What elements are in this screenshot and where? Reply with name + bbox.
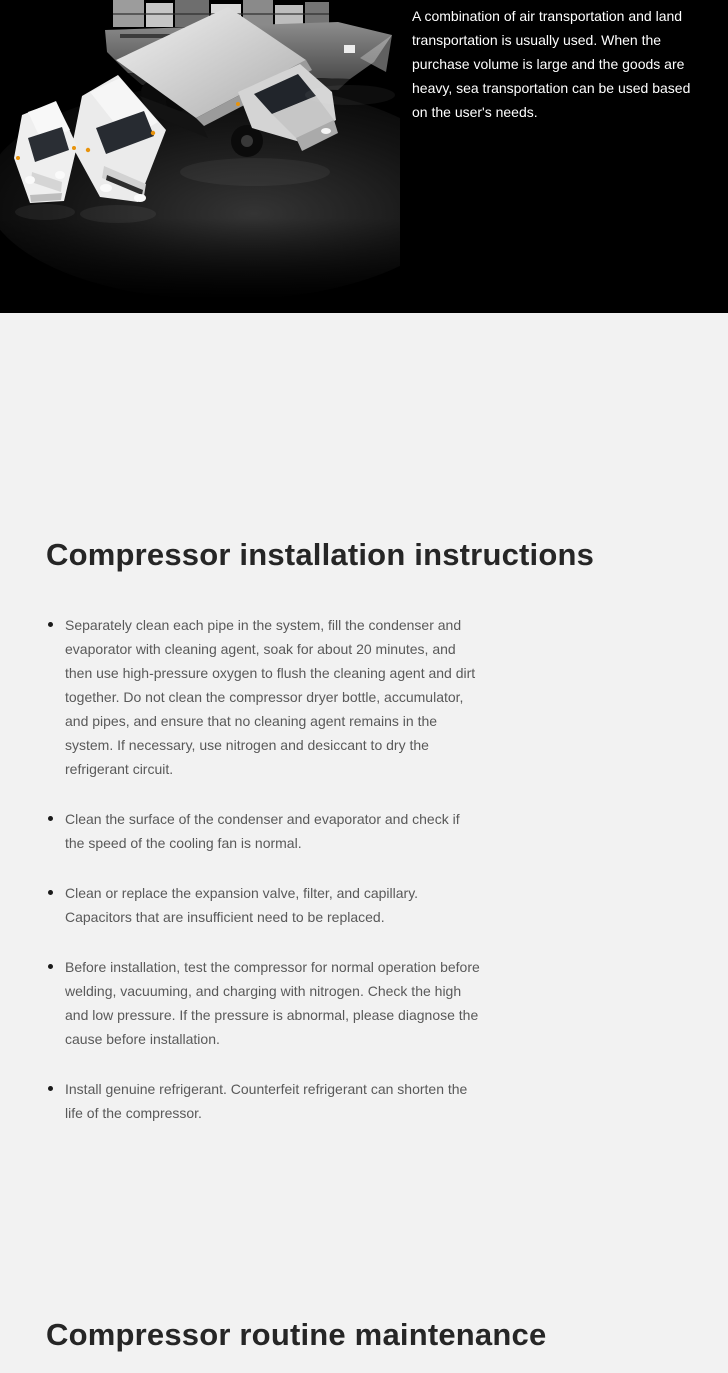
transport-photo <box>0 0 400 313</box>
installation-bullet-5: Install genuine refrigerant. Counterfeit refrigerant can shorten the life of the compressor. <box>46 1077 482 1125</box>
installation-bullet-2: Clean the surface of the condenser and evaporator and check if the speed of the cooling fan is normal. <box>46 807 482 855</box>
installation-heading: Compressor installation instructions <box>46 537 595 572</box>
hero-paragraph: A combination of air transportation and land transportation is usually used. When the purchase volume is large and the goods are heavy, sea transportation can be used based on the user's needs. <box>412 8 691 120</box>
installation-bullet-4: Before installation, test the compressor for normal operation before welding, vacuuming, and charging with nitrogen. Check the high and low pressure. If the pressure is abnormal, please diagnose the cause before installation. <box>46 955 482 1051</box>
installation-bullet-list <box>46 613 482 1125</box>
installation-bullet-1: Separately clean each pipe in the system, fill the condenser and evaporator with cleaning agent, soak for about 20 minutes, and then use high-pressure oxygen to flush the cleaning agent and dirt together. Do not clean the compressor dryer bottle, accumulator, and pipes, and ensure that no cleaning agent remains in the system. If necessary, use nitrogen and desiccant to dry the refrigerant circuit. <box>46 613 482 781</box>
maintenance-heading: Compressor routine maintenance <box>46 1317 547 1352</box>
installation-bullet-3: Clean or replace the expansion valve, filter, and capillary. Capacitors that are insufficient need to be replaced. <box>46 881 482 929</box>
main-content <box>0 313 728 1353</box>
hero-section <box>0 0 728 313</box>
